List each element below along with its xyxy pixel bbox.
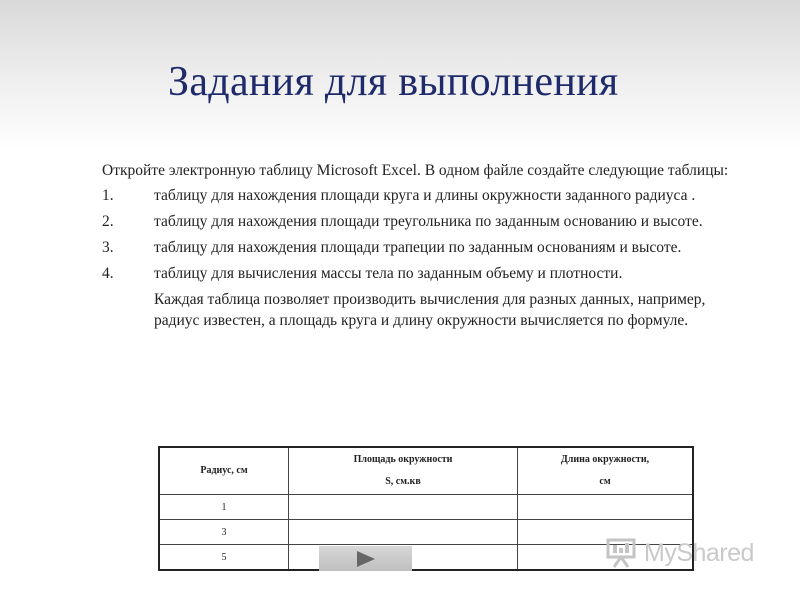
- list-item: [102, 211, 752, 232]
- play-button[interactable]: [319, 546, 412, 571]
- presentation-board-icon: [606, 538, 638, 568]
- task-text: таблицу для нахождения площади круга и длины окружности заданного радиуса .: [154, 187, 696, 204]
- slide-body: [102, 160, 752, 331]
- watermark-text: MyShared: [644, 538, 754, 567]
- task-number: 4.: [102, 265, 114, 282]
- task-list: [102, 185, 752, 284]
- header-area: [289, 447, 518, 495]
- task-number: 2.: [102, 213, 114, 230]
- list-item: [102, 185, 752, 206]
- task-number: 3.: [102, 239, 114, 256]
- note-text: Каждая таблица позволяет производить вычисления для разных данных, например, радиус известен, а площадь круга и длину окружности вычисляется по формуле.: [154, 291, 706, 329]
- watermark-logo: [606, 538, 754, 568]
- play-icon: [357, 551, 375, 567]
- task-number: 1.: [102, 187, 114, 204]
- header-line: Длина окружности,: [560, 454, 650, 465]
- list-item: [102, 263, 752, 284]
- table-row: [159, 495, 693, 520]
- header-circumference: [518, 447, 694, 495]
- header-line: S, см.кв: [385, 476, 421, 487]
- table-cell: 3: [159, 520, 289, 545]
- table-header-row: [159, 447, 693, 495]
- table-cell: 5: [159, 545, 289, 571]
- list-item: [102, 237, 752, 258]
- header-line: Радиус, см: [200, 465, 248, 476]
- header-line: Площадь окружности: [353, 454, 453, 465]
- table-cell: [289, 495, 518, 520]
- table-cell: [518, 495, 694, 520]
- task-text: таблицу для нахождения площади треугольника по заданным основанию и высоте.: [154, 213, 703, 230]
- slide-title: Задания для выполнения: [168, 59, 619, 105]
- header-radius: [159, 447, 289, 495]
- task-text: таблицу для нахождения площади трапеции по заданным основаниям и высоте.: [154, 239, 682, 256]
- intro-text: Откройте электронную таблицу Microsoft Excel. В одном файле создайте следующие таблицы:: [102, 162, 729, 179]
- table-cell: [289, 520, 518, 545]
- table-cell: 1: [159, 495, 289, 520]
- header-line: см: [599, 476, 611, 487]
- task-text: таблицу для вычисления массы тела по заданным объему и плотности.: [154, 265, 623, 282]
